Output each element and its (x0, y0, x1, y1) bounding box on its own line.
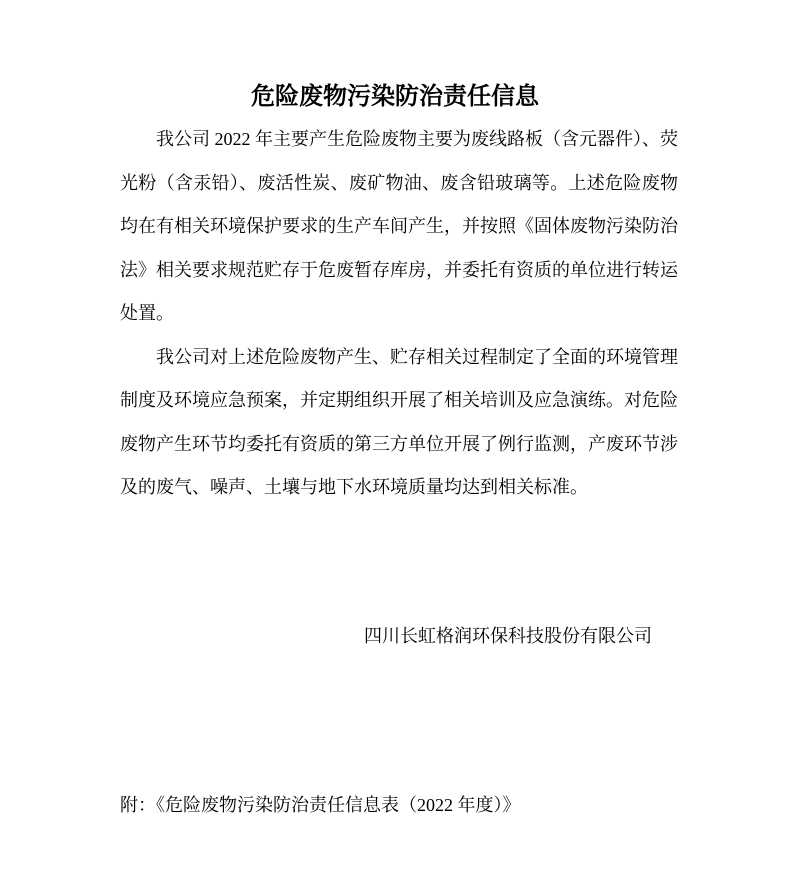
company-signature: 四川长虹格润环保科技股份有限公司 (364, 625, 652, 646)
document-body (120, 118, 678, 510)
attachment-note: 附：《危险废物污染防治责任信息表（2022 年度）》 (120, 795, 521, 815)
document-title: 危险废物污染防治责任信息 (251, 84, 539, 110)
paragraph-management-measures: 我公司对上述危险废物产生、贮存相关过程制定了全面的环境管理制度及环境应急预案，并定期组织开展了相关培训及应急演练。对危险废物产生环节均委托有资质的第三方单位开展了例行监测，产废环节涉及的废气、噪声、土壤与地下水环境质量均达到相关标准。 (120, 346, 678, 497)
paragraph-waste-types: 我公司 2022 年主要产生危险废物主要为废线路板（含元器件）、荧光粉（含汞铅）、废活性炭、废矿物油、废含铅玻璃等。上述危险废物均在有相关环境保护要求的生产车间产生，并按照《固体废物污染防治法》相关要求规范贮存于危废暂存库房，并委托有资质的单位进行转运处置。 (120, 129, 678, 323)
